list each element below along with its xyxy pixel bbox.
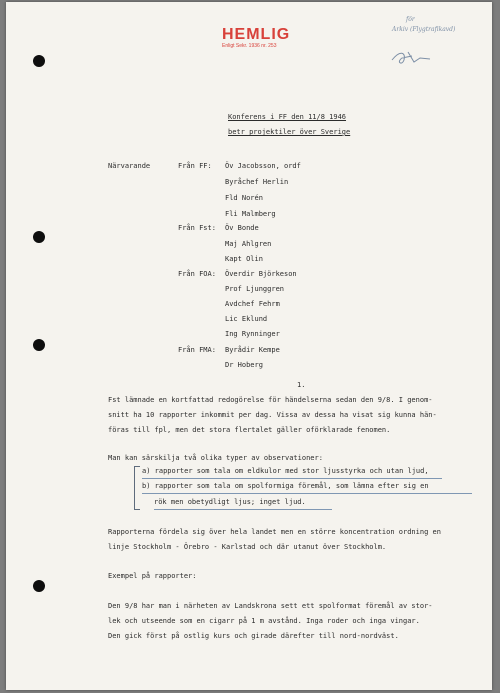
paragraph-line: föras till fpl, men det stora flertalet gäller oförklarade fenomen. — [108, 426, 391, 434]
handwritten-signature-icon — [390, 46, 434, 68]
paragraph-line: lek och utseende som en cigarr på 1 m avstånd. Inga roder och inga vingar. — [108, 617, 420, 625]
paragraph-line: snitt ha 10 rapporter inkommit per dag. Vissa av dessa ha visat sig kunna hän- — [108, 411, 437, 419]
paragraph-line: Den 9/8 har man i närheten av Landskrona sett ett spolformat föremål av stor- — [108, 602, 433, 610]
stamp-subtitle: Enligt Sekr. 1936 nr. 253 — [222, 43, 277, 49]
list-item: rök men obetydligt ljus; inget ljud. — [154, 498, 306, 506]
attendee-name: Lic Eklund — [225, 315, 268, 323]
attendee-name: Fld Norén — [225, 194, 263, 202]
attendee-name: Fli Malmberg — [225, 210, 276, 218]
stamp-title: HEMLIG — [222, 26, 291, 43]
pen-underline — [142, 478, 442, 479]
paragraph-line: Man kan särskilja två olika typer av observationer: — [108, 454, 323, 462]
paragraph-line: Den gick först på ostlig kurs och girade därefter till nord-nordväst. — [108, 632, 399, 640]
punch-hole — [33, 580, 45, 592]
attendee-name: Kapt Olin — [225, 255, 263, 263]
pen-underline — [154, 509, 332, 510]
attendance-from: Från FF: — [178, 162, 212, 170]
punch-hole — [33, 55, 45, 67]
paragraph-line: Rapporterna fördela sig över hela landet men en större koncentration ordning en — [108, 528, 441, 536]
punch-hole — [33, 339, 45, 351]
attendance-from: Från FOA: — [178, 270, 216, 278]
attendee-name: Överdir Björkeson — [225, 270, 297, 278]
paragraph-line: Fst lämnade en kortfattad redogörelse för händelserna sedan den 9/8. I genom- — [108, 396, 433, 404]
attendance-label: Närvarande — [108, 162, 151, 170]
attendee-name: Öv Jacobsson, ordf — [225, 162, 301, 170]
paragraph-line: linje Stockholm - Örebro - Karlstad och där utanut över Stockholm. — [108, 543, 387, 551]
attendee-name: Avdchef Fehrm — [225, 300, 280, 308]
attendee-name: Prof Ljunggren — [225, 285, 285, 293]
handwritten-note: för — [406, 16, 415, 23]
attendee-name: Maj Ahlgren — [225, 240, 272, 248]
heading-line-2: betr projektiler över Sverige — [228, 128, 351, 136]
attendee-name: Öv Bonde — [225, 224, 259, 232]
document-page — [6, 2, 492, 690]
pen-underline — [142, 493, 472, 494]
attendee-name: Byrådir Kempe — [225, 346, 280, 354]
attendance-from: Från FMA: — [178, 346, 216, 354]
section-number: 1. — [297, 381, 306, 389]
classification-stamp — [222, 26, 290, 49]
attendee-name: Dr Hoberg — [225, 361, 263, 369]
list-item: a) rapporter som tala om eldkulor med stor ljusstyrka och utan ljud, — [142, 467, 429, 475]
handwritten-note: Arkiv (Flygtrafikavd) — [392, 26, 456, 33]
attendee-name: Ing Rynninger — [225, 330, 280, 338]
paragraph-line: Exempel på rapporter: — [108, 572, 197, 580]
list-item: b) rapporter som tala om spolformiga föremål, som lämna efter sig en — [142, 482, 429, 490]
attendee-name: Byråchef Herlin — [225, 178, 289, 186]
attendance-from: Från Fst: — [178, 224, 216, 232]
heading-line-1: Konferens i FF den 11/8 1946 — [228, 113, 347, 121]
margin-bracket — [134, 466, 140, 510]
punch-hole — [33, 231, 45, 243]
